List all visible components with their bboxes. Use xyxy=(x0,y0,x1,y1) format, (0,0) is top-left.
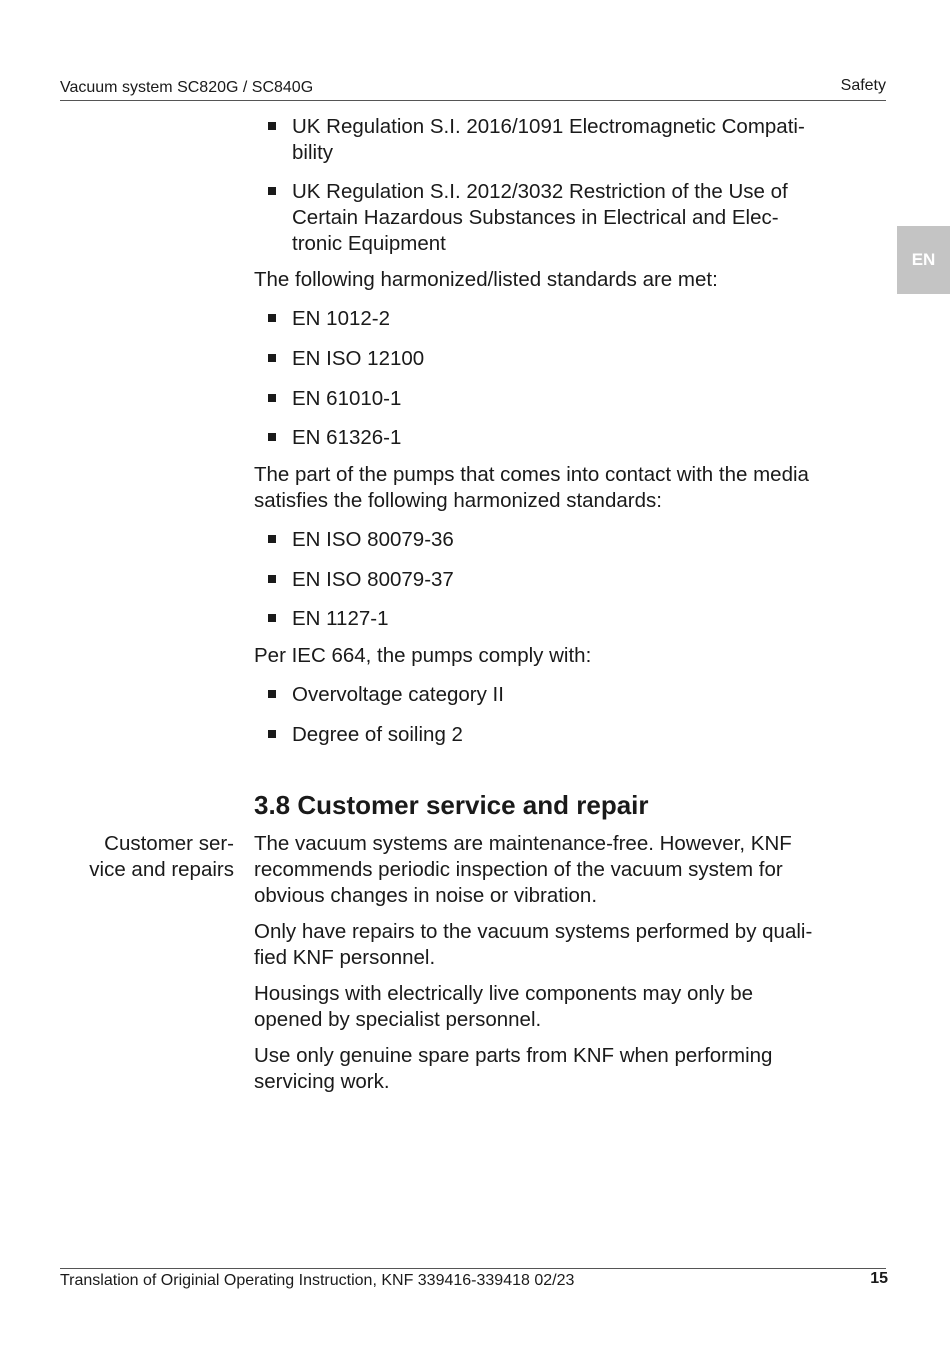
footer-rule xyxy=(60,1268,886,1269)
page-number: 15 xyxy=(870,1270,888,1287)
language-tab: EN xyxy=(897,226,950,294)
square-bullet-icon xyxy=(268,690,276,698)
paragraph: Only have repairs to the vacuum systems performed by quali- fied KNF personnel. xyxy=(254,920,813,969)
list-item: EN 1127-1 xyxy=(268,606,868,632)
square-bullet-icon xyxy=(268,314,276,322)
list-item: EN 61326-1 xyxy=(268,425,868,451)
square-bullet-icon xyxy=(268,535,276,543)
paragraph: Per IEC 664, the pumps comply with: xyxy=(254,644,592,667)
list-item: Overvoltage category II xyxy=(268,682,868,708)
square-bullet-icon xyxy=(268,394,276,402)
list-item: Degree of soiling 2 xyxy=(268,722,868,748)
list-item: EN ISO 12100 xyxy=(268,346,868,372)
section-heading: 3.8 Customer service and repair xyxy=(254,790,649,820)
list-item: UK Regulation S.I. 2012/3032 Restriction of the Use of Certain Hazardous Substances in Electrical and Elec- tronic Equipment xyxy=(268,179,868,257)
paragraph: The part of the pumps that comes into contact with the media satisfies the following harmonized standards: xyxy=(254,463,809,512)
paragraph: Use only genuine spare parts from KNF when performing servicing work. xyxy=(254,1044,773,1093)
margin-note: Customer ser- vice and repairs xyxy=(89,832,234,881)
list-item: EN 1012-2 xyxy=(268,306,868,332)
running-header-section: Safety xyxy=(840,77,886,94)
list-item: UK Regulation S.I. 2016/1091 Electromagnetic Compati- bility xyxy=(268,114,868,166)
square-bullet-icon xyxy=(268,614,276,622)
list-item: EN 61010-1 xyxy=(268,386,868,412)
list-item: EN ISO 80079-37 xyxy=(268,567,868,593)
square-bullet-icon xyxy=(268,187,276,195)
paragraph: Housings with electrically live components may only be opened by specialist personnel. xyxy=(254,982,754,1031)
paragraph: The following harmonized/listed standards are met: xyxy=(254,268,718,291)
square-bullet-icon xyxy=(268,575,276,583)
list-item: EN ISO 80079-36 xyxy=(268,527,868,553)
square-bullet-icon xyxy=(268,354,276,362)
square-bullet-icon xyxy=(268,122,276,130)
footer-document-reference: Translation of Originial Operating Instruction, KNF 339416-339418 02/23 xyxy=(60,1272,575,1289)
square-bullet-icon xyxy=(268,730,276,738)
paragraph: The vacuum systems are maintenance-free. However, KNF recommends periodic inspection of the vacuum system for obvious changes in noise or vibration. xyxy=(254,832,792,907)
square-bullet-icon xyxy=(268,433,276,441)
header-rule xyxy=(60,100,886,101)
running-header-title: Vacuum system SC820G / SC840G xyxy=(60,79,314,96)
